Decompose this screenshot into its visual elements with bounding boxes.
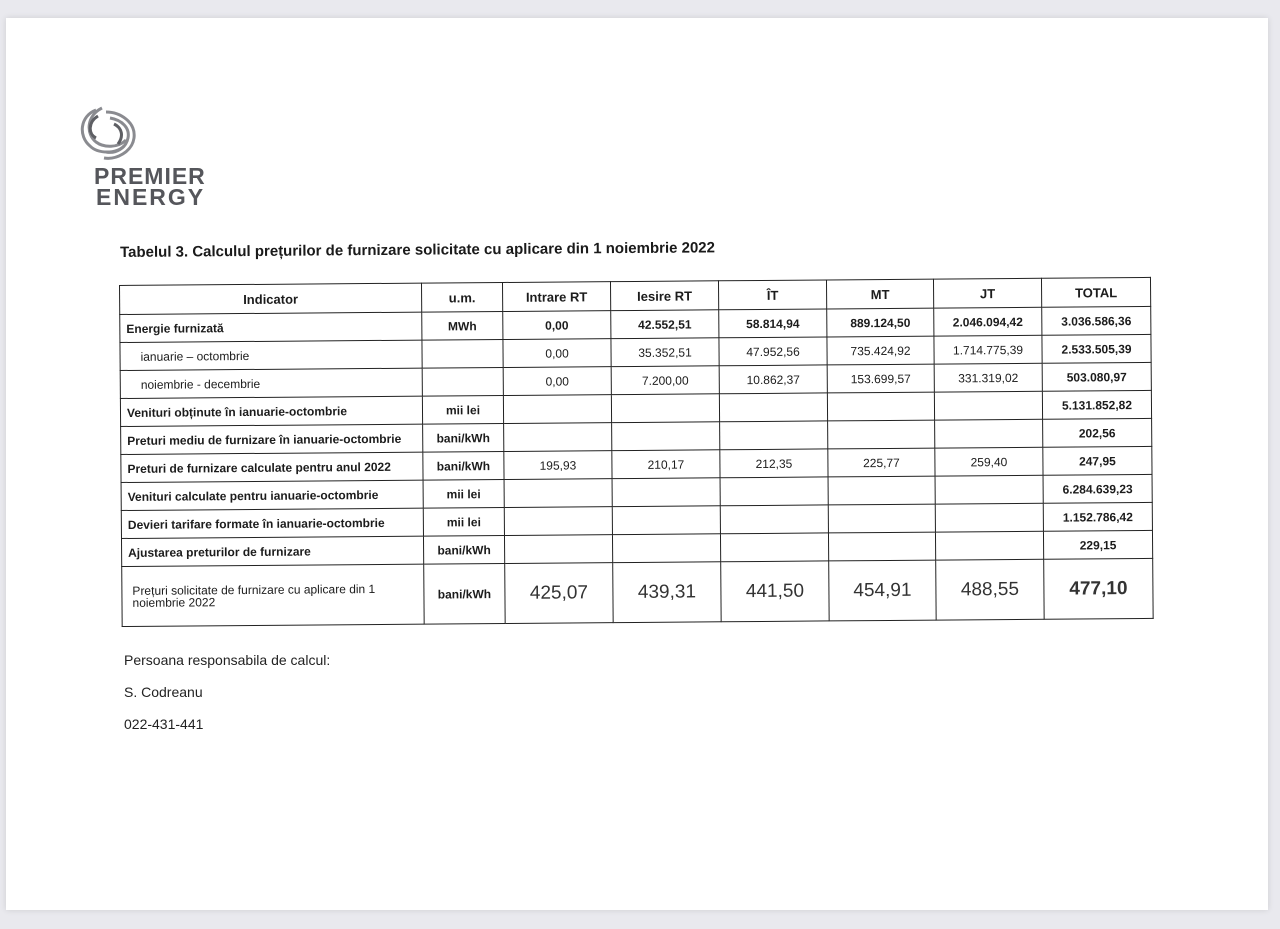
intrare-rt-cell bbox=[504, 423, 612, 452]
document-page bbox=[6, 18, 1268, 910]
indicator-cell: Venituri obținute în ianuarie-octombrie bbox=[120, 396, 422, 426]
jt-cell: 331.319,02 bbox=[934, 363, 1042, 392]
total-cell: 247,95 bbox=[1043, 446, 1152, 475]
um-cell: bani/kWh bbox=[423, 535, 504, 564]
price-calculation-table bbox=[119, 277, 1154, 627]
company-logo bbox=[76, 102, 236, 212]
responsible-phone: 022-431-441 bbox=[124, 716, 204, 732]
responsible-name: S. Codreanu bbox=[124, 684, 203, 700]
it-cell bbox=[720, 533, 828, 562]
it-cell: 441,50 bbox=[721, 561, 829, 622]
table-row-requested-prices bbox=[122, 558, 1153, 626]
it-cell bbox=[720, 477, 828, 506]
logo-line-2: ENERGY bbox=[96, 184, 206, 210]
jt-cell bbox=[935, 475, 1043, 504]
intrare-rt-cell bbox=[504, 535, 612, 564]
indicator-cell: Devieri tarifare formate în ianuarie-octombrie bbox=[121, 508, 423, 538]
it-cell: 212,35 bbox=[720, 449, 828, 478]
intrare-rt-cell bbox=[504, 479, 612, 508]
um-cell: MWh bbox=[422, 311, 503, 340]
um-cell: bani/kWh bbox=[423, 451, 504, 480]
total-cell: 503.080,97 bbox=[1042, 362, 1151, 391]
um-cell bbox=[422, 367, 503, 396]
total-cell: 229,15 bbox=[1043, 530, 1152, 559]
intrare-rt-cell: 195,93 bbox=[504, 451, 612, 480]
it-cell bbox=[720, 421, 828, 450]
mt-cell: 454,91 bbox=[829, 560, 936, 621]
intrare-rt-cell bbox=[503, 395, 611, 424]
header-mt: MT bbox=[826, 279, 933, 309]
total-cell: 6.284.639,23 bbox=[1043, 474, 1152, 503]
mt-cell bbox=[828, 420, 935, 449]
mt-cell bbox=[828, 476, 935, 505]
table-wrapper bbox=[119, 277, 1154, 627]
indicator-cell: Ajustarea preturilor de furnizare bbox=[121, 536, 423, 566]
jt-cell: 1.714.775,39 bbox=[934, 335, 1042, 364]
iesire-rt-cell: 7.200,00 bbox=[611, 366, 719, 395]
um-cell: mii lei bbox=[423, 479, 504, 508]
total-cell: 202,56 bbox=[1043, 418, 1152, 447]
um-cell: mii lei bbox=[423, 507, 504, 536]
iesire-rt-cell bbox=[612, 534, 720, 563]
iesire-rt-cell bbox=[612, 478, 720, 507]
intrare-rt-cell: 0,00 bbox=[503, 311, 611, 340]
header-jt: JT bbox=[933, 278, 1041, 308]
intrare-rt-cell: 0,00 bbox=[503, 339, 611, 368]
mt-cell: 735.424,92 bbox=[827, 336, 934, 365]
header-um: u.m. bbox=[421, 282, 502, 312]
footer bbox=[124, 652, 330, 748]
header-total: TOTAL bbox=[1041, 277, 1150, 307]
total-cell: 1.152.786,42 bbox=[1043, 502, 1152, 531]
header-iesire-rt: Iesire RT bbox=[610, 281, 718, 311]
um-cell: bani/kWh bbox=[424, 563, 505, 624]
table-title: Tabelul 3. Calculul prețurilor de furnizare solicitate cu aplicare din 1 noiembrie 2022 bbox=[120, 239, 716, 261]
jt-cell bbox=[934, 391, 1042, 420]
total-cell: 5.131.852,82 bbox=[1042, 390, 1151, 419]
mt-cell: 225,77 bbox=[828, 448, 935, 477]
swirl-logo-icon bbox=[76, 102, 146, 166]
iesire-rt-cell: 210,17 bbox=[612, 450, 720, 479]
indicator-cell: Preturi mediu de furnizare în ianuarie-octombrie bbox=[121, 424, 423, 454]
um-cell: bani/kWh bbox=[423, 423, 504, 452]
total-cell: 477,10 bbox=[1044, 558, 1153, 619]
jt-cell: 488,55 bbox=[936, 559, 1044, 620]
indicator-cell: Prețuri solicitate de furnizare cu aplicare din 1 noiembrie 2022 bbox=[122, 564, 424, 626]
header-it: ÎT bbox=[718, 280, 826, 310]
responsible-label: Persoana responsabila de calcul: bbox=[124, 652, 331, 668]
iesire-rt-cell bbox=[611, 394, 719, 423]
jt-cell bbox=[935, 419, 1043, 448]
header-intrare-rt: Intrare RT bbox=[502, 282, 610, 312]
indicator-cell: ianuarie – octombrie bbox=[120, 340, 422, 370]
jt-cell bbox=[935, 503, 1043, 532]
logo-line-1: PREMIER bbox=[94, 163, 206, 189]
jt-cell bbox=[935, 531, 1043, 560]
jt-cell: 2.046.094,42 bbox=[934, 307, 1042, 336]
iesire-rt-cell bbox=[612, 506, 720, 535]
it-cell: 58.814,94 bbox=[719, 309, 827, 338]
total-cell: 3.036.586,36 bbox=[1042, 306, 1151, 335]
it-cell bbox=[720, 505, 828, 534]
it-cell: 47.952,56 bbox=[719, 337, 827, 366]
it-cell bbox=[719, 393, 827, 422]
intrare-rt-cell bbox=[504, 507, 612, 536]
header-indicator: Indicator bbox=[120, 283, 422, 314]
indicator-cell: noiembrie - decembrie bbox=[120, 368, 422, 398]
um-cell bbox=[422, 339, 503, 368]
mt-cell bbox=[827, 392, 934, 421]
total-cell: 2.533.505,39 bbox=[1042, 334, 1151, 363]
um-cell: mii lei bbox=[422, 395, 503, 424]
jt-cell: 259,40 bbox=[935, 447, 1043, 476]
mt-cell bbox=[828, 532, 935, 561]
it-cell: 10.862,37 bbox=[719, 365, 827, 394]
mt-cell: 889.124,50 bbox=[827, 308, 934, 337]
logo-wordmark bbox=[94, 163, 206, 210]
iesire-rt-cell: 42.552,51 bbox=[611, 310, 719, 339]
iesire-rt-cell: 35.352,51 bbox=[611, 338, 719, 367]
iesire-rt-cell: 439,31 bbox=[613, 562, 721, 623]
indicator-cell: Preturi de furnizare calculate pentru anul 2022 bbox=[121, 452, 423, 482]
mt-cell: 153.699,57 bbox=[827, 364, 934, 393]
intrare-rt-cell: 0,00 bbox=[503, 367, 611, 396]
iesire-rt-cell bbox=[612, 422, 720, 451]
indicator-cell: Energie furnizată bbox=[120, 312, 422, 342]
indicator-cell: Venituri calculate pentru ianuarie-octombrie bbox=[121, 480, 423, 510]
mt-cell bbox=[828, 504, 935, 533]
intrare-rt-cell: 425,07 bbox=[505, 563, 613, 624]
